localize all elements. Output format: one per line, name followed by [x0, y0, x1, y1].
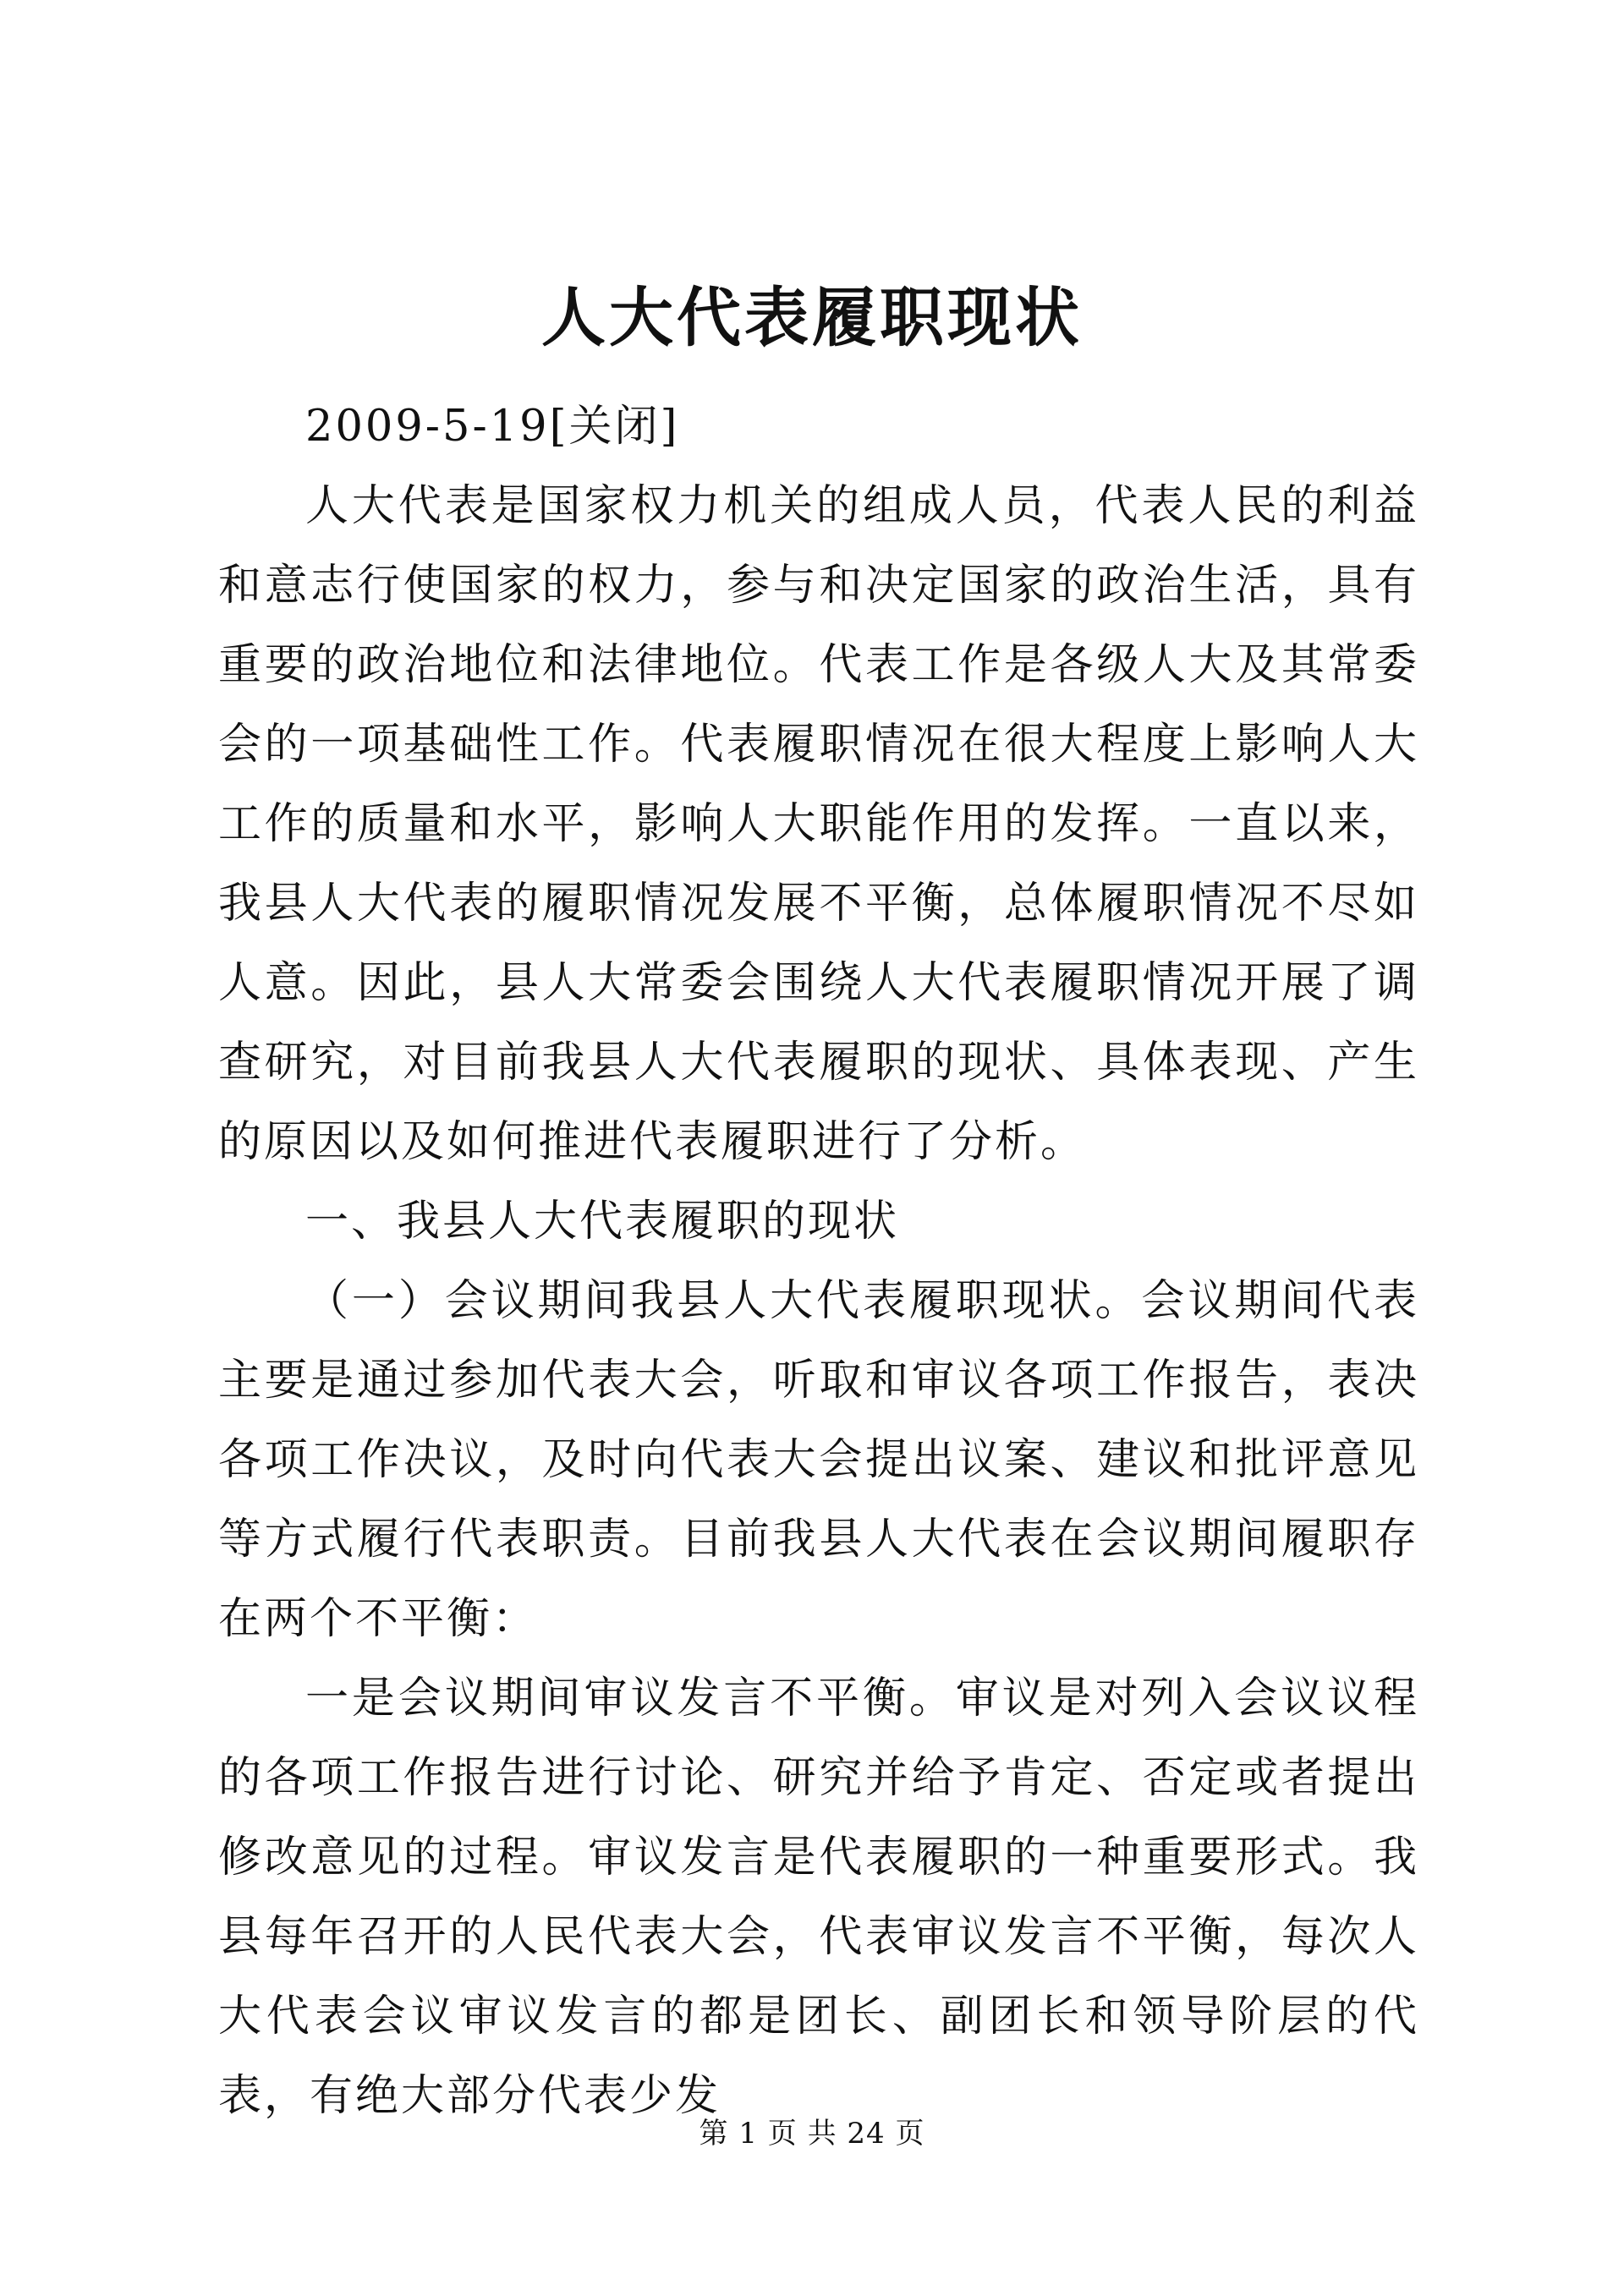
- paragraph-subsection-1: （一）会议期间我县人大代表履职现状。会议期间代表主要是通过参加代表大会，听取和审议各项工作报告，表决各项工作决议，及时向代表大会提出议案、建议和批评意见等方式履行代表职责。目前我县人大代表在会议期间履职存在两个不平衡：: [218, 1276, 1419, 1644]
- section-heading: 一、我县人大代表履职的现状: [305, 1197, 900, 1247]
- date-line: 2009-5-19[关闭]: [305, 402, 680, 452]
- paragraph-point-1: 一是会议期间审议发言不平衡。审议是对列入会议议程的各项工作报告进行讨论、研究并给予肯定、否定或者提出修改意见的过程。审议发言是代表履职的一种重要形式。我县每年召开的人民代表大会，代表审议发言不平衡，每次人大代表会议审议发言的都是团长、副团长和领导阶层的代表，有绝大部分代表少发: [218, 1674, 1419, 2121]
- document-body: [218, 387, 1419, 2136]
- page-number-footer: 第 1 页 共 24 页: [699, 2117, 925, 2151]
- document-title: 人大代表履职现状: [541, 280, 1083, 355]
- paragraph-intro: 人大代表是国家权力机关的组成人员，代表人民的利益和意志行使国家的权力，参与和决定国家的政治生活，具有重要的政治地位和法律地位。代表工作是各级人大及其常委会的一项基础性工作。代表履职情况在很大程度上影响人大工作的质量和水平，影响人大职能作用的发挥。一直以来，我县人大代表的履职情况发展不平衡，总体履职情况不尽如人意。因此，县人大常委会围绕人大代表履职情况开展了调查研究，对目前我县人大代表履职的现状、具体表现、产生的原因以及如何推进代表履职进行了分析。: [218, 481, 1419, 1167]
